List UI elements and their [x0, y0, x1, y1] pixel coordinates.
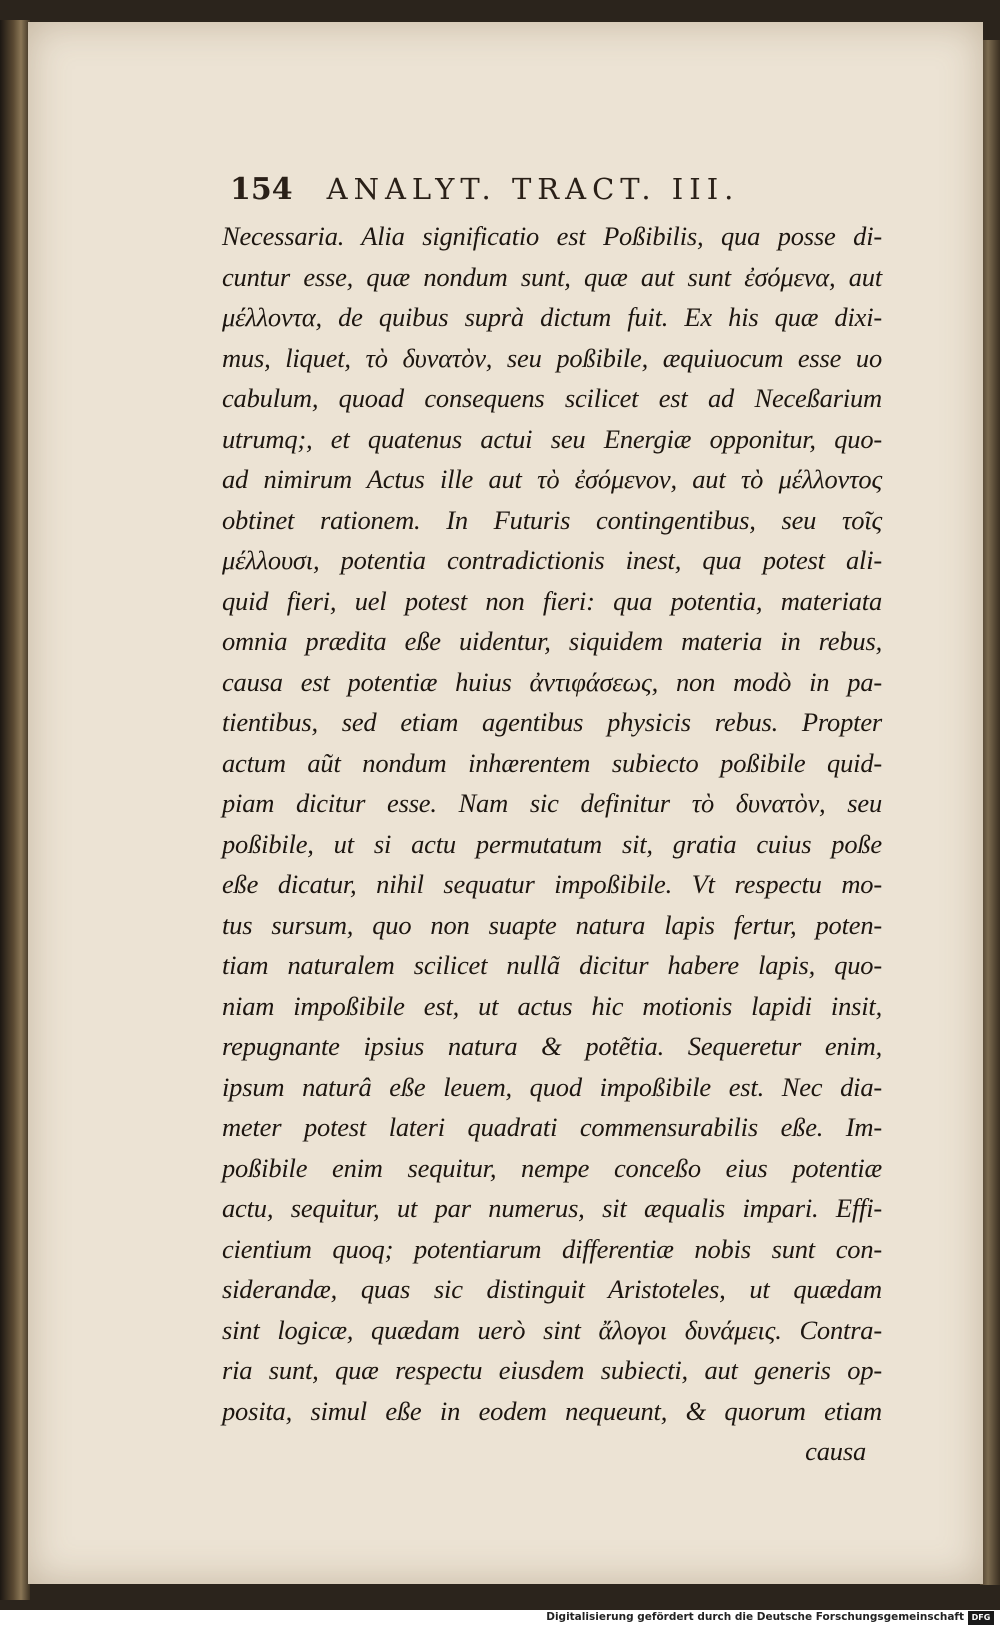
text-line: ad nimirum Actus ille aut τὸ ἐσόμενον, aut τὸ μέλλοντος: [222, 464, 882, 494]
text-line: niam impoßibile est, ut actus hic motionis lapidi insit,: [222, 990, 882, 1021]
text-line: cabulum, quoad consequens scilicet est ad Neceßarium: [222, 383, 882, 413]
text-line: poßibile, ut si actu permutatum sit, gratia cuius poße: [222, 828, 882, 859]
body-text: [222, 216, 882, 1472]
text-line: obtinet rationem. In Futuris contingentibus, seu τοῖς: [222, 504, 882, 535]
text-line: Necessaria. Alia significatio est Poßibilis, qua posse di-: [222, 221, 882, 251]
running-head: ANALYT. TRACT. III.: [326, 172, 740, 206]
text-line: repugnante ipsius natura & potẽtia. Sequeretur enim,: [222, 1031, 882, 1061]
catchword: causa: [805, 1436, 866, 1466]
text-line: μέλλοντα, de quibus suprà dictum fuit. Ex his quæ dixi-: [222, 302, 882, 332]
funding-credit: Digitalisierung gefördert durch die Deutsche Forschungsgemeinschaft: [546, 1611, 964, 1623]
dfg-logo: DFG: [968, 1611, 994, 1625]
text-line: sint logicæ, quædam uerò sint ἄλογοι δυνάμεις. Contra-: [222, 1314, 882, 1345]
text-line: cientium quoq; potentiarum differentiæ nobis sunt con-: [222, 1233, 882, 1264]
page-header: [230, 172, 870, 212]
text-line: cuntur esse, quæ nondum sunt, quæ aut sunt ἐσόμενα, aut: [222, 261, 882, 292]
text-line: poßibile enim sequitur, nempe conceßo eius potentiæ: [222, 1152, 882, 1183]
text-line: tus sursum, quo non suapte natura lapis fertur, poten-: [222, 909, 882, 940]
text-line: ria sunt, quæ respectu eiusdem subiecti, aut generis op-: [222, 1355, 882, 1385]
text-line: meter potest lateri quadrati commensurabilis eße. Im-: [222, 1112, 882, 1142]
text-line: quid fieri, uel potest non fieri: qua potentia, materiata: [222, 585, 882, 616]
text-line: utrumq;, et quatenus actui seu Energiæ opponitur, quo-: [222, 423, 882, 454]
text-line: tiam naturalem scilicet nullã dicitur habere lapis, quo-: [222, 950, 882, 980]
text-line: causa est potentiæ huius ἀντιφάσεως, non modò in pa-: [222, 666, 882, 697]
text-line: actu, sequitur, ut par numerus, sit æqualis impari. Effi-: [222, 1193, 882, 1223]
page-number: 154: [230, 172, 293, 207]
text-line: μέλλουσι, potentia contradictionis inest, qua potest ali-: [222, 545, 882, 575]
book-binding: [0, 20, 30, 1600]
text-line: tientibus, sed etiam agentibus physicis rebus. Propter: [222, 707, 882, 737]
text-line: actum aũt nondum inhærentem subiecto poßibile quid-: [222, 747, 882, 778]
text-line: ipsum naturâ eße leuem, quod impoßibile est. Nec dia-: [222, 1071, 882, 1102]
text-line: siderandæ, quas sic distinguit Aristoteles, ut quædam: [222, 1274, 882, 1304]
text-line: omnia prædita eße uidentur, siquidem materia in rebus,: [222, 626, 882, 656]
text-line: posita, simul eße in eodem nequeunt, & quorum etiam: [222, 1395, 882, 1426]
page-fore-edge: [980, 40, 1000, 1585]
text-line: piam dicitur esse. Nam sic definitur τὸ δυνατὸν, seu: [222, 788, 882, 818]
text-line: mus, liquet, τὸ δυνατὸν, seu poßibile, æquiuocum esse uo: [222, 342, 882, 373]
text-line: eße dicatur, nihil sequatur impoßibile. Vt respectu mo-: [222, 869, 882, 899]
